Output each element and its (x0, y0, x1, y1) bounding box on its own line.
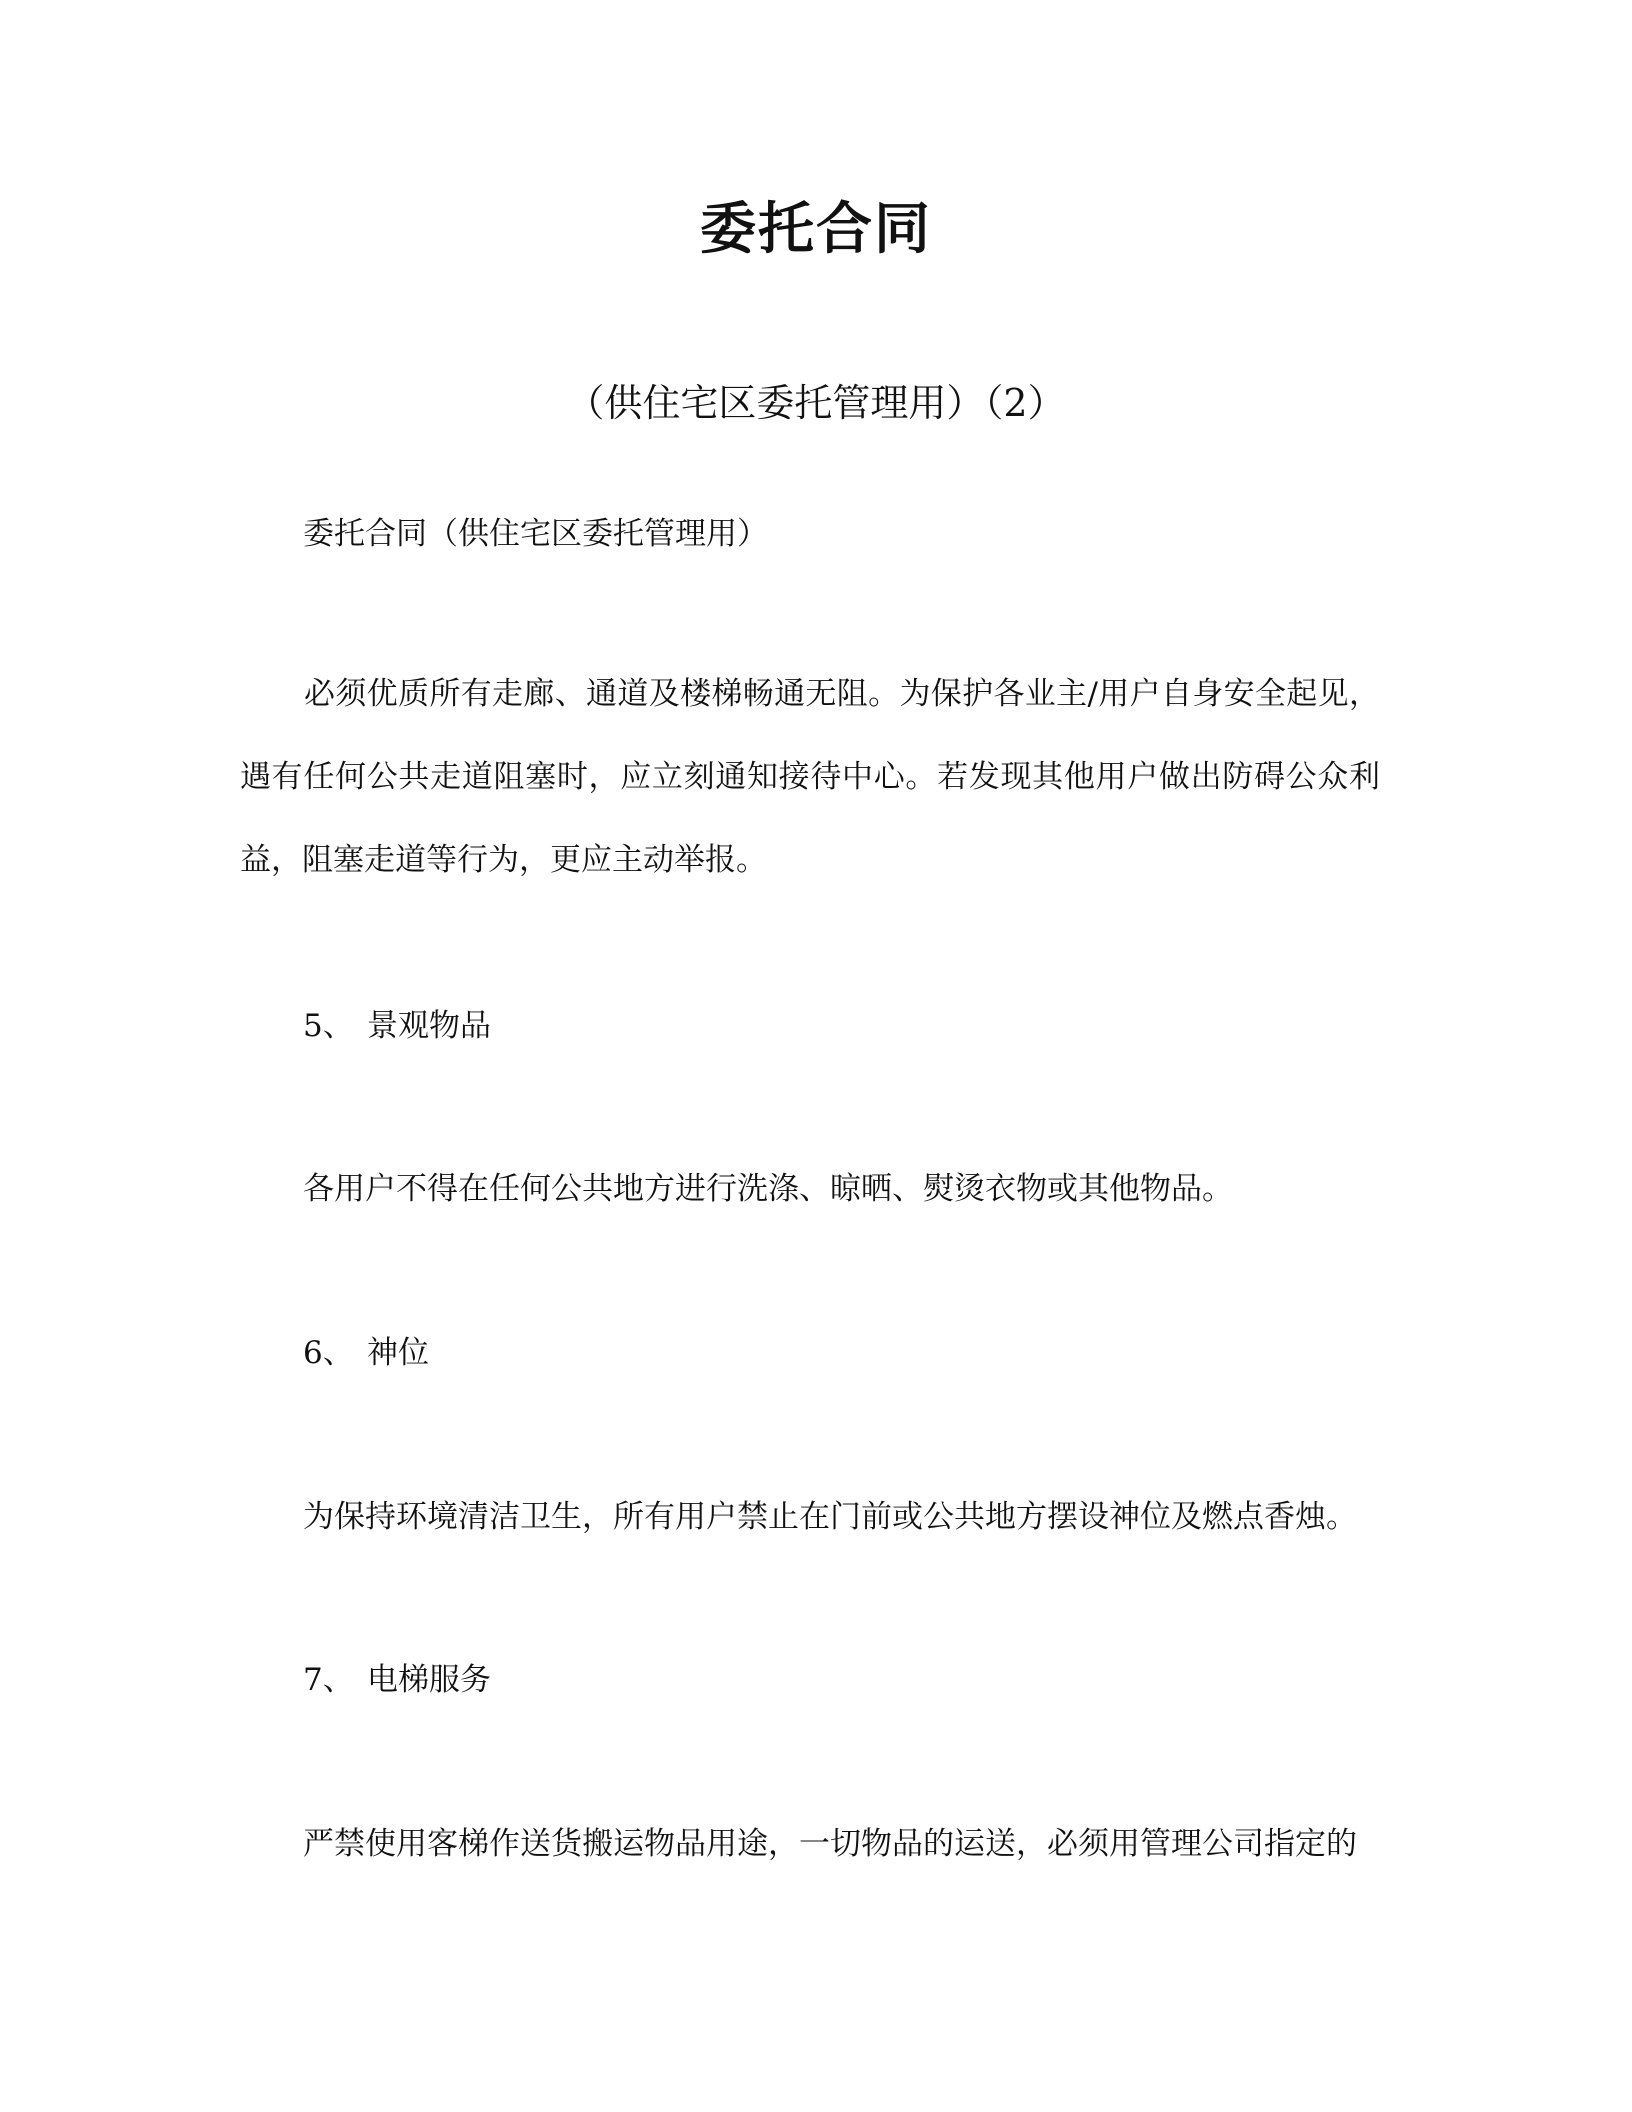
paragraph-landscape: 各用户不得在任何公共地方进行洗涤、晾晒、熨烫衣物或其他物品。 (303, 1171, 1233, 1207)
section-title: 景观物品 (367, 1008, 491, 1044)
document-subtitle: （供住宅区委托管理用）（2） (566, 381, 1066, 425)
paragraph-shrine: 为保持环境清洁卫生，所有用户禁止在门前或公共地方摆设神位及燃点香烛。 (303, 1499, 1357, 1535)
section-heading-6 (303, 1331, 429, 1375)
document-title: 委托合同 (700, 197, 932, 262)
paragraph-elevator: 严禁使用客梯作送货搬运物品用途，一切物品的运送，必须用管理公司指定的 (303, 1826, 1357, 1862)
section-number: 7、 (303, 1662, 354, 1698)
section-number: 5、 (303, 1008, 354, 1044)
paragraph-corridors: 必须优质所有走廊、通道及楼梯畅通无阻。为保护各业主/用户自身安全起见，遇有任何公共走道阻塞时，应立刻通知接待中心。若发现其他用户做出防碍公众利益，阻塞走道等行为，更应主动举报。 (240, 676, 1380, 878)
section-title: 电梯服务 (367, 1662, 491, 1698)
intro-line: 委托合同（供住宅区委托管理用） (303, 516, 768, 552)
section-title: 神位 (367, 1335, 429, 1371)
section-heading-5 (303, 1004, 491, 1048)
section-heading-7 (303, 1658, 491, 1702)
section-number: 6、 (303, 1335, 354, 1371)
